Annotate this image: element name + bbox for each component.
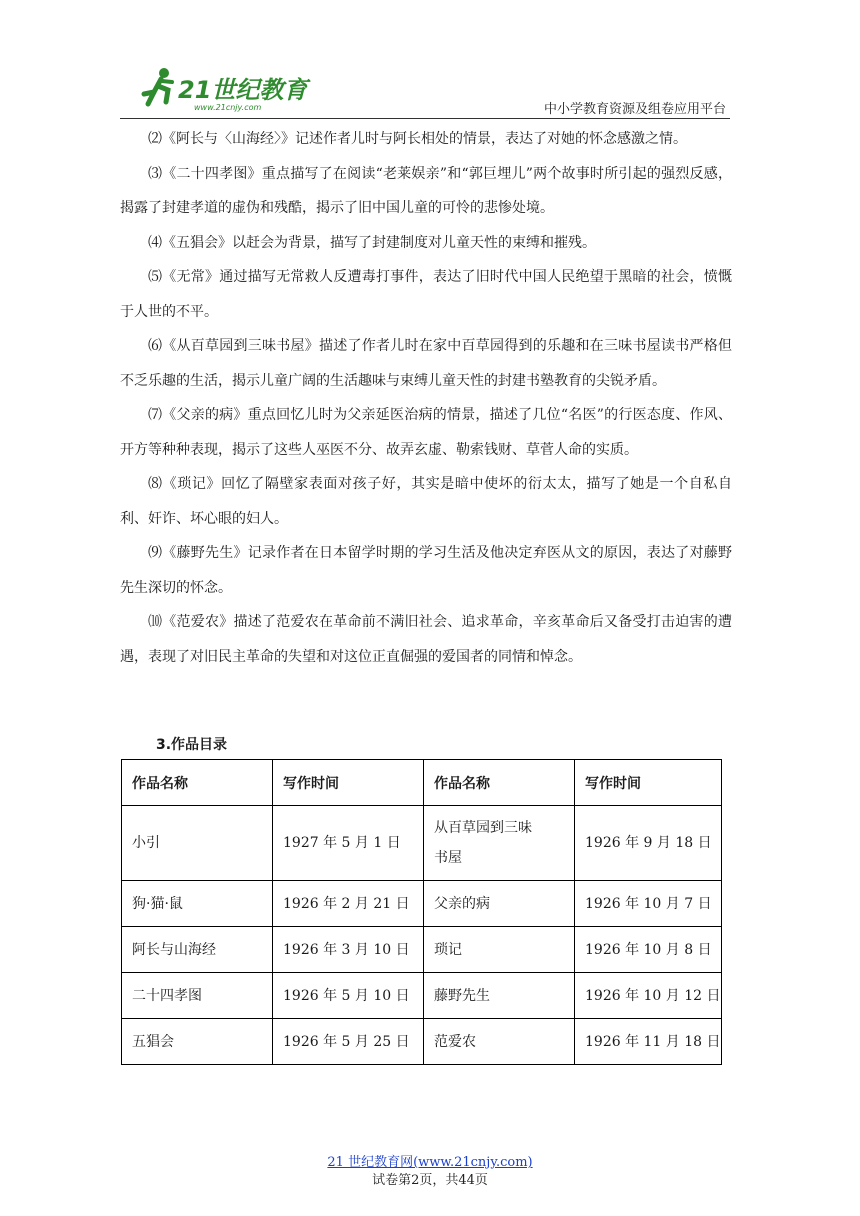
table-cell: 1926 年 2 月 21 日 — [273, 881, 424, 927]
table-cell: 范爱农 — [424, 1019, 575, 1065]
table-cell: 二十四孝图 — [122, 973, 273, 1019]
section-title: 3.作品目录 — [156, 737, 228, 753]
column-header: 写作时间 — [575, 760, 722, 806]
table-row — [122, 881, 722, 927]
table-header-row — [122, 760, 722, 806]
table-cell: 1926 年 5 月 25 日 — [273, 1019, 424, 1065]
page-number: 试卷第2页，共44页 — [372, 1173, 488, 1188]
table-cell: 1926 年 10 月 12 日 — [575, 973, 722, 1019]
table-cell: 阿长与山海经 — [122, 927, 273, 973]
summary-paragraph: ⑹《从百草园到三味书屋》描述了作者儿时在家中百草园得到的乐趣和在三味书屋读书严格但不乏乐趣的生活，揭示儿童广阔的生活趣味与束缚儿童天性的封建书塾教育的尖锐矛盾。 — [120, 338, 732, 389]
summary-paragraph: ⑻《琐记》回忆了隔壁家表面对孩子好，其实是暗中使坏的衍太太，描写了她是一个自私自利、奸诈、坏心眼的妇人。 — [120, 476, 732, 527]
logo-url: www.21cnjy.com — [194, 103, 262, 112]
summary-list — [120, 122, 732, 674]
summary-paragraph: ⑼《藤野先生》记录作者在日本留学时期的学习生活及他决定弃医从文的原因，表达了对藤野先生深切的怀念。 — [120, 545, 732, 596]
table-cell: 藤野先生 — [424, 973, 575, 1019]
table-cell: 1927 年 5 月 1 日 — [273, 806, 424, 881]
column-header: 作品名称 — [122, 760, 273, 806]
summary-paragraph: ⑸《无常》通过描写无常救人反遭毒打事件，表达了旧时代中国人民绝望于黑暗的社会，愤慨于人世的不平。 — [120, 269, 732, 320]
table-cell: 1926 年 10 月 7 日 — [575, 881, 722, 927]
table-cell: 父亲的病 — [424, 881, 575, 927]
footer-site-link[interactable]: 21 世纪教育网(www.21cnjy.com) — [327, 1155, 533, 1170]
runner-icon — [144, 68, 172, 104]
table-cell: 五猖会 — [122, 1019, 273, 1065]
table-row — [122, 927, 722, 973]
table-cell: 从百草园到三味书屋 — [424, 806, 575, 881]
table-cell: 1926 年 10 月 8 日 — [575, 927, 722, 973]
platform-name: 中小学教育资源及组卷应用平台 — [543, 102, 726, 117]
column-header: 写作时间 — [273, 760, 424, 806]
summary-paragraph: ⑵《阿长与〈山海经〉》记述作者儿时与阿长相处的情景，表达了对她的怀念感激之情。 — [148, 131, 687, 147]
column-header: 作品名称 — [424, 760, 575, 806]
summary-paragraph: ⑽《范爱农》描述了范爱农在革命前不满旧社会、追求革命，辛亥革命后又备受打击迫害的遭遇，表现了对旧民主革命的失望和对这位正直倔强的爱国者的同情和悼念。 — [120, 614, 732, 665]
summary-paragraph: ⑺《父亲的病》重点回忆儿时为父亲延医治病的情景，描述了几位“名医”的行医态度、作风、开方等种种表现，揭示了这些人巫医不分、故弄玄虚、勒索钱财、草菅人命的实质。 — [120, 407, 732, 458]
logo-text: 21世纪教育 — [178, 76, 308, 104]
page-header — [120, 60, 730, 122]
table-row — [122, 973, 722, 1019]
table-cell: 1926 年 3 月 10 日 — [273, 927, 424, 973]
summary-paragraph: ⑷《五猖会》以赶会为背景，描写了封建制度对儿童天性的束缚和摧残。 — [148, 234, 596, 251]
table-cell: 1926 年 11 月 18 日 — [575, 1019, 722, 1065]
table-row — [122, 806, 722, 881]
table-cell: 狗·猫·鼠 — [122, 881, 273, 927]
table-cell: 1926 年 5 月 10 日 — [273, 973, 424, 1019]
works-table — [121, 759, 722, 1065]
summary-paragraph: ⑶《二十四孝图》重点描写了在阅读“老莱娱亲”和“郭巨埋儿”两个故事时所引起的强烈反感，揭露了封建孝道的虚伪和残酷，揭示了旧中国儿童的可怜的悲惨处境。 — [120, 165, 732, 216]
table-cell: 1926 年 9 月 18 日 — [575, 806, 722, 881]
logo-21cnjy — [134, 64, 308, 114]
header-divider — [120, 118, 730, 119]
table-cell: 琐记 — [424, 927, 575, 973]
table-row — [122, 1019, 722, 1065]
table-cell: 小引 — [122, 806, 273, 881]
